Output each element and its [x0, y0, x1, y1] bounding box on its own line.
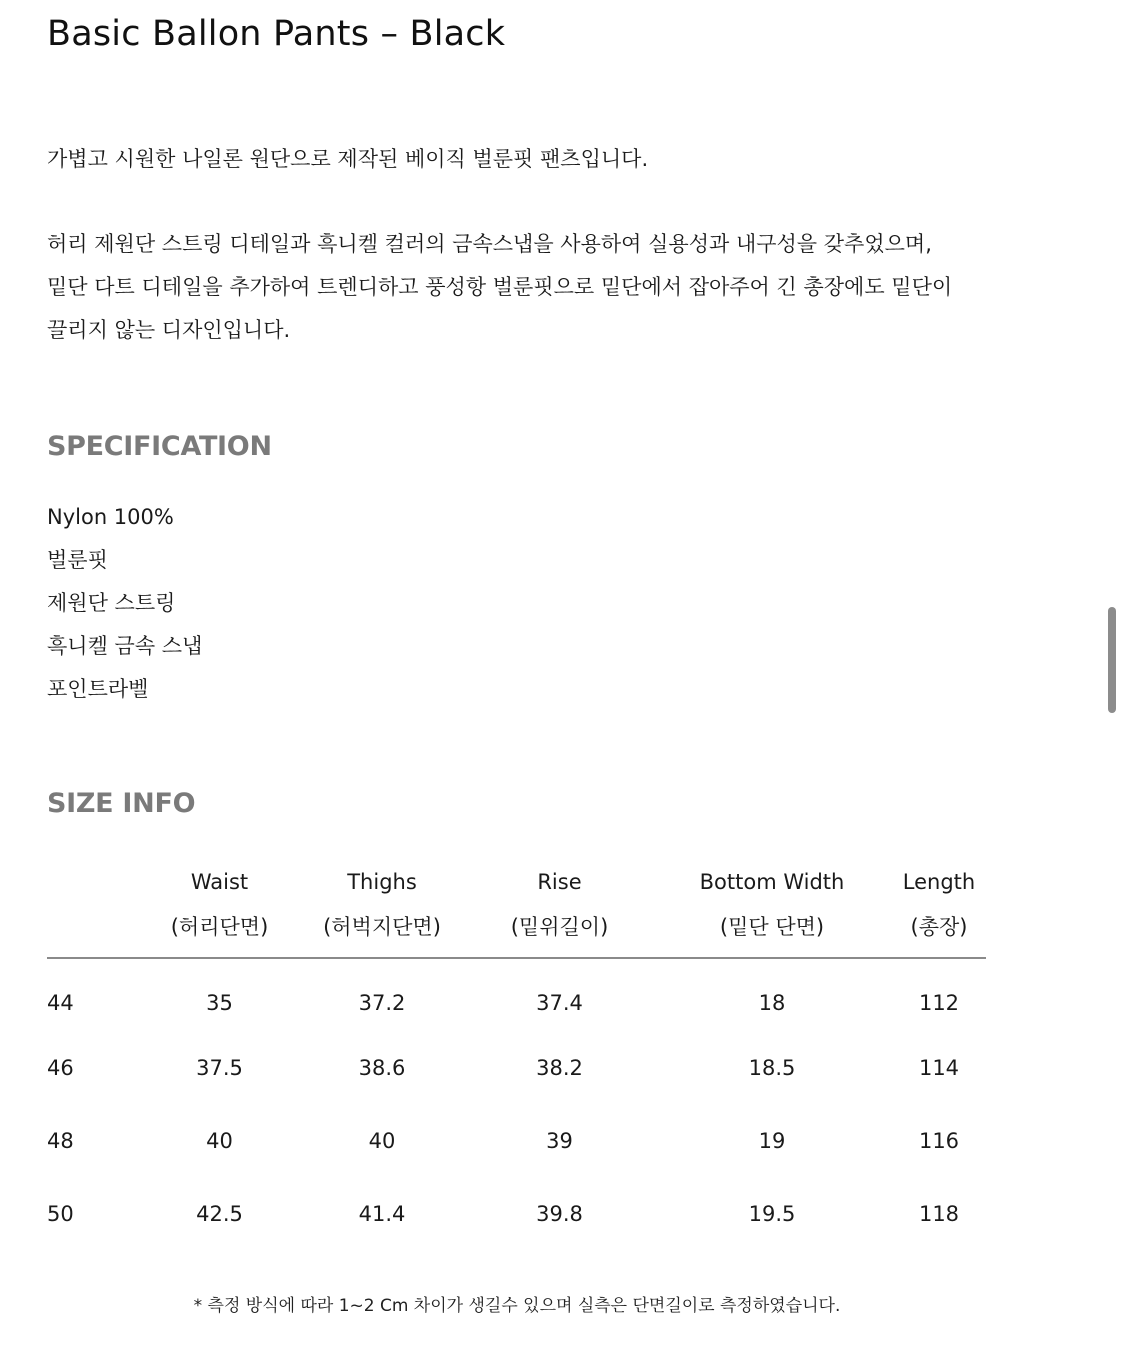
column-name: Bottom Width — [699, 870, 845, 894]
specification-list — [47, 496, 202, 711]
waist-cell: 40 — [206, 1128, 233, 1153]
column-name: Length — [902, 870, 976, 894]
column-header-thighs — [297, 860, 467, 958]
bottom-width-cell: 19 — [758, 1128, 786, 1153]
waist-cell: 37.5 — [196, 1055, 243, 1080]
size-cell: 50 — [47, 1201, 74, 1226]
description-line: 허리 제원단 스트링 디테일과 흑니켈 컬러의 금속스냅을 사용하여 실용성과 내구성을 갖추었으며, — [47, 232, 932, 256]
size-table — [47, 860, 986, 1250]
column-name: Rise — [537, 870, 582, 894]
length-cell: 118 — [918, 1201, 960, 1226]
column-subname: (허벅지단면) — [323, 915, 441, 939]
length-cell: 114 — [918, 1055, 960, 1080]
rise-cell: 38.2 — [536, 1055, 583, 1080]
waist-cell: 42.5 — [196, 1201, 243, 1226]
table-row — [47, 958, 986, 1031]
description-paragraph-2 — [47, 223, 952, 352]
column-subname: (밑위길이) — [510, 915, 609, 939]
length-cell: 112 — [918, 991, 960, 1015]
size-cell: 44 — [47, 991, 74, 1015]
waist-cell: 35 — [206, 991, 233, 1015]
column-subname: (총장) — [910, 915, 968, 939]
bottom-width-cell: 18.5 — [748, 1055, 796, 1080]
column-name: Thighs — [347, 870, 417, 894]
size-cell: 48 — [47, 1128, 74, 1153]
column-header-bottom-width — [652, 860, 892, 958]
specification-heading: SPECIFICATION — [47, 431, 272, 462]
column-name: Waist — [190, 870, 249, 894]
column-subname: (허리단면) — [170, 915, 269, 939]
bottom-width-cell: 18 — [758, 991, 786, 1015]
spec-item-label: 포인트라벨 — [47, 677, 149, 701]
rise-cell: 39 — [546, 1128, 573, 1153]
size-info-heading: SIZE INFO — [47, 788, 196, 819]
table-row — [47, 1104, 986, 1177]
size-cell: 46 — [47, 1055, 74, 1080]
measurement-footnote: * 측정 방식에 따라 1~2 Cm 차이가 생길수 있으며 실측은 단면길이로 측정하였습니다. — [193, 1296, 841, 1316]
size-column-header — [47, 860, 142, 958]
bottom-width-cell: 19.5 — [748, 1201, 796, 1226]
spec-item-string: 제원단 스트링 — [47, 591, 176, 615]
rise-cell: 39.8 — [536, 1201, 583, 1226]
product-title: Basic Ballon Pants – Black — [47, 14, 506, 54]
thighs-cell: 37.2 — [358, 991, 406, 1015]
spec-item-fit: 벌룬핏 — [47, 548, 108, 572]
spec-item-snap: 흑니켈 금속 스냅 — [47, 634, 203, 658]
description-line: 끌리지 않는 디자인입니다. — [47, 318, 291, 342]
scrollbar-thumb[interactable] — [1108, 607, 1116, 713]
column-header-rise — [467, 860, 652, 958]
length-cell: 116 — [918, 1128, 960, 1153]
size-table-header-row — [47, 860, 986, 958]
description-paragraph-1: 가볍고 시원한 나일론 원단으로 제작된 베이직 벌룬핏 팬츠입니다. — [47, 147, 649, 171]
column-header-waist — [142, 860, 297, 958]
spec-item-material: Nylon 100% — [47, 505, 174, 529]
table-row — [47, 1031, 986, 1104]
thighs-cell: 38.6 — [358, 1055, 406, 1080]
column-subname: (밑단 단면) — [719, 915, 825, 939]
description-line: 밑단 다트 디테일을 추가하여 트렌디하고 풍성항 벌룬핏으로 밑단에서 잡아주어 긴 총장에도 밑단이 — [47, 275, 953, 299]
column-header-length — [892, 860, 986, 958]
thighs-cell: 40 — [368, 1128, 396, 1153]
thighs-cell: 41.4 — [358, 1201, 406, 1226]
rise-cell: 37.4 — [536, 991, 583, 1015]
table-row — [47, 1177, 986, 1250]
